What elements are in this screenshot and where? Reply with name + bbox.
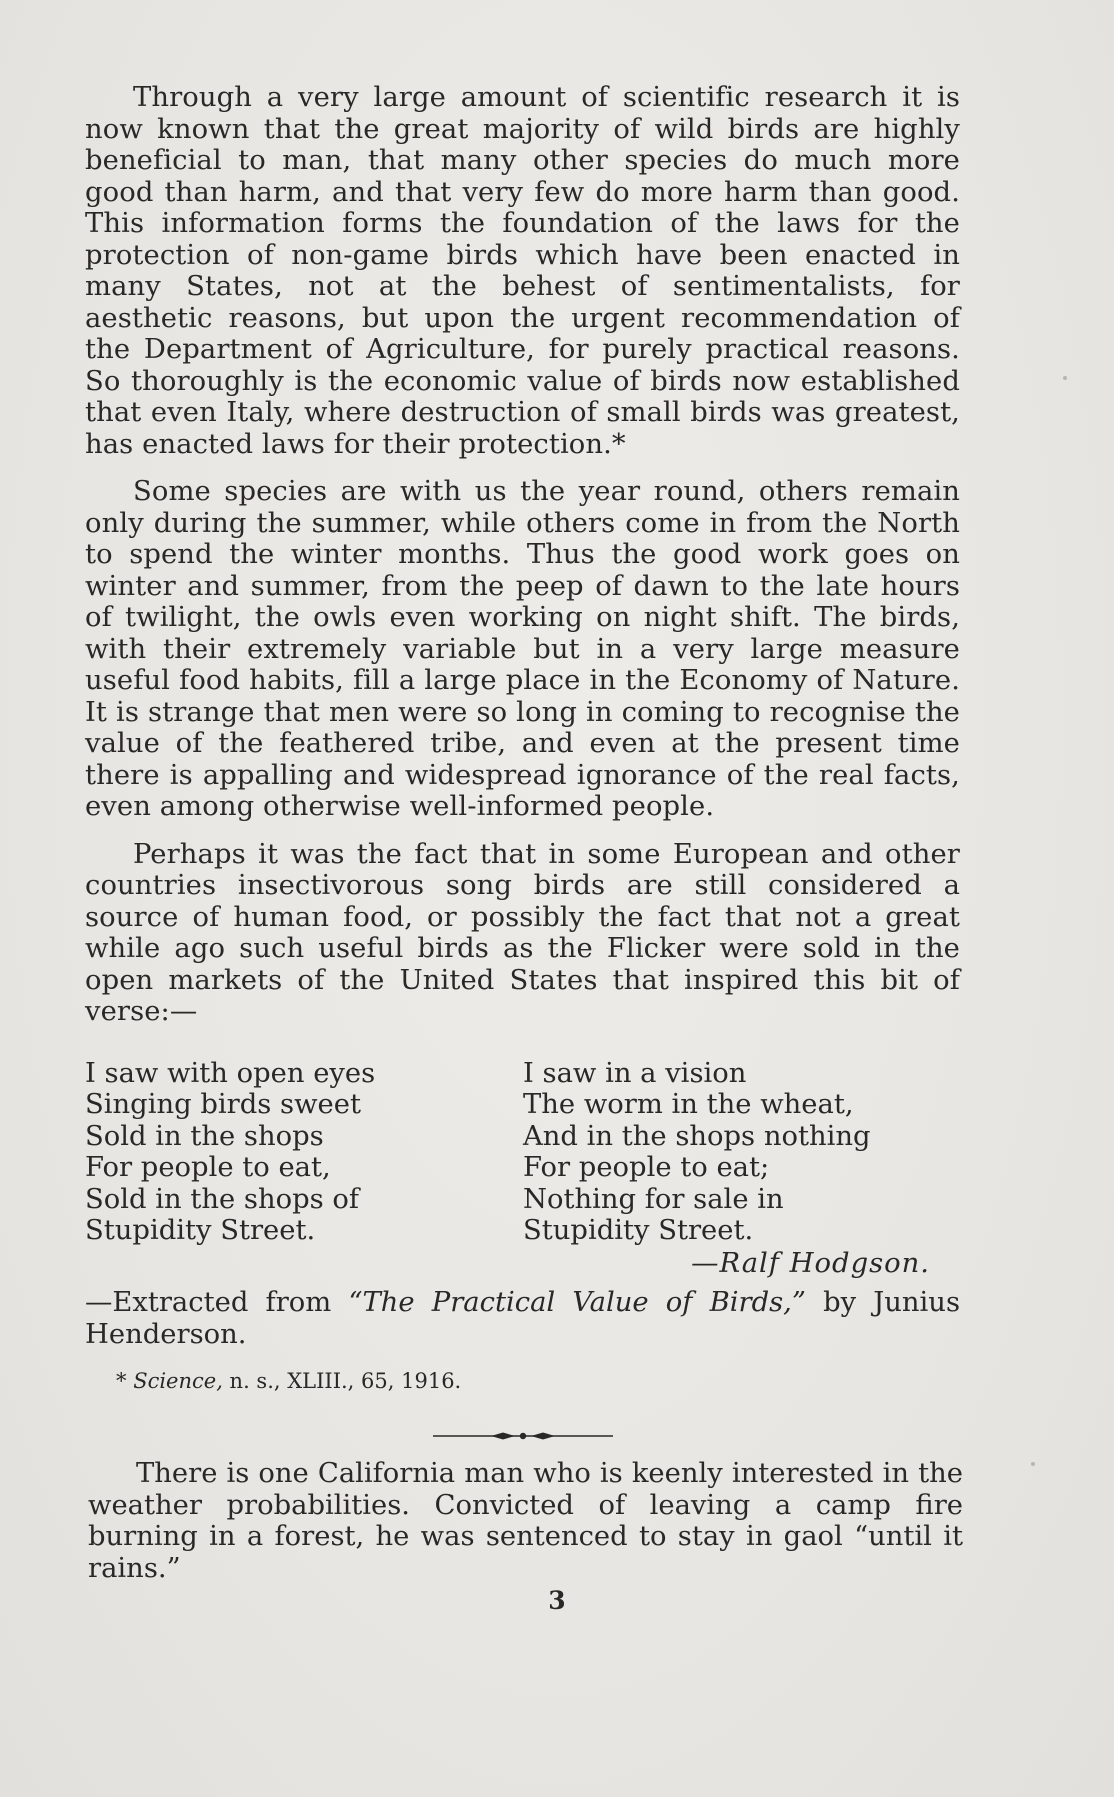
source-title: “The Practical Value of Birds,” (348, 1287, 806, 1318)
source-citation (85, 1287, 960, 1350)
footnote-journal: Science, (133, 1369, 223, 1393)
section-divider-ornament (433, 1429, 613, 1443)
footnote-citation: n. s., XLIII., 65, 1916. (222, 1369, 462, 1393)
footnote-marker: * (116, 1369, 134, 1393)
poem-line: And in the shops nothing (523, 1120, 871, 1152)
poem-line: Sold in the shops of (85, 1183, 360, 1215)
poem-line: Stupidity Street. (523, 1215, 754, 1246)
poem-line: For people to eat, (85, 1152, 331, 1183)
poem-line: Stupidity Street. (85, 1215, 316, 1246)
footnote (85, 1368, 960, 1394)
paragraph-california-anecdote: There is one California man who is keenly interested in the weather probabilities. Convicted of leaving a camp fire burning in a forest, he was sentenced to stay in gaol “until it rains.” (88, 1458, 963, 1584)
poem (85, 1058, 960, 1247)
poem-line: I saw in a vision (523, 1057, 747, 1089)
article-body (85, 82, 960, 1443)
paragraph-birds-beneficial: Through a very large amount of scientific research it is now known that the great majority of wild birds are highly beneficial to man, that many other species do much more good than harm, and that very few do more harm than good. This information forms the foundation of the laws for the protection of non-game birds which have been enacted in many States, not at the behest of sentimentalists, for aesthetic reasons, but upon the urgent recommendation of the Department of Agriculture, for purely practical reasons. So thoroughly is the economic value of birds now established that even Italy, where destruction of small birds was greatest, has enacted laws for their protection.* (85, 82, 960, 460)
poem-line: The worm in the wheat, (523, 1089, 854, 1120)
poem-line: I saw with open eyes (85, 1057, 376, 1089)
paper-speck (1063, 376, 1067, 380)
paper-speck (1031, 1462, 1035, 1466)
poem-right-stanza (523, 1058, 960, 1247)
page-number: 3 (548, 1586, 566, 1615)
paragraph-seasonal-species: Some species are with us the year round, others remain only during the summer, while others come in from the North to spend the winter months. Thus the good work goes on winter and summer, from the peep of dawn to the late hours of twilight, the owls even working on night shift. The birds, with their extremely variable but in a very large measure useful food habits, fill a large place in the Economy of Nature. It is strange that men were so long in coming to recognise the value of the feathered tribe, and even at the present time there is appalling and widespread ignorance of the real facts, even among otherwise well-informed people. (85, 476, 960, 822)
poem-line: For people to eat; (523, 1152, 770, 1183)
poem-line: Sold in the shops (85, 1120, 324, 1152)
source-prefix: —Extracted from (85, 1287, 349, 1318)
poem-author: —Ralf Hodgson. (691, 1247, 930, 1279)
poem-line: Nothing for sale in (523, 1183, 784, 1215)
source-suffix: by Junius Henderson. (85, 1287, 960, 1350)
poem-line: Singing birds sweet (85, 1089, 361, 1120)
poem-left-stanza (85, 1058, 523, 1247)
poem-attribution (85, 1248, 960, 1280)
paragraph-verse-intro: Perhaps it was the fact that in some European and other countries insectivorous song birds are still considered a source of human food, or possibly the fact that not a great while ago such useful birds as the Flicker were sold in the open markets of the United States that inspired this bit of verse:— (85, 838, 960, 1027)
